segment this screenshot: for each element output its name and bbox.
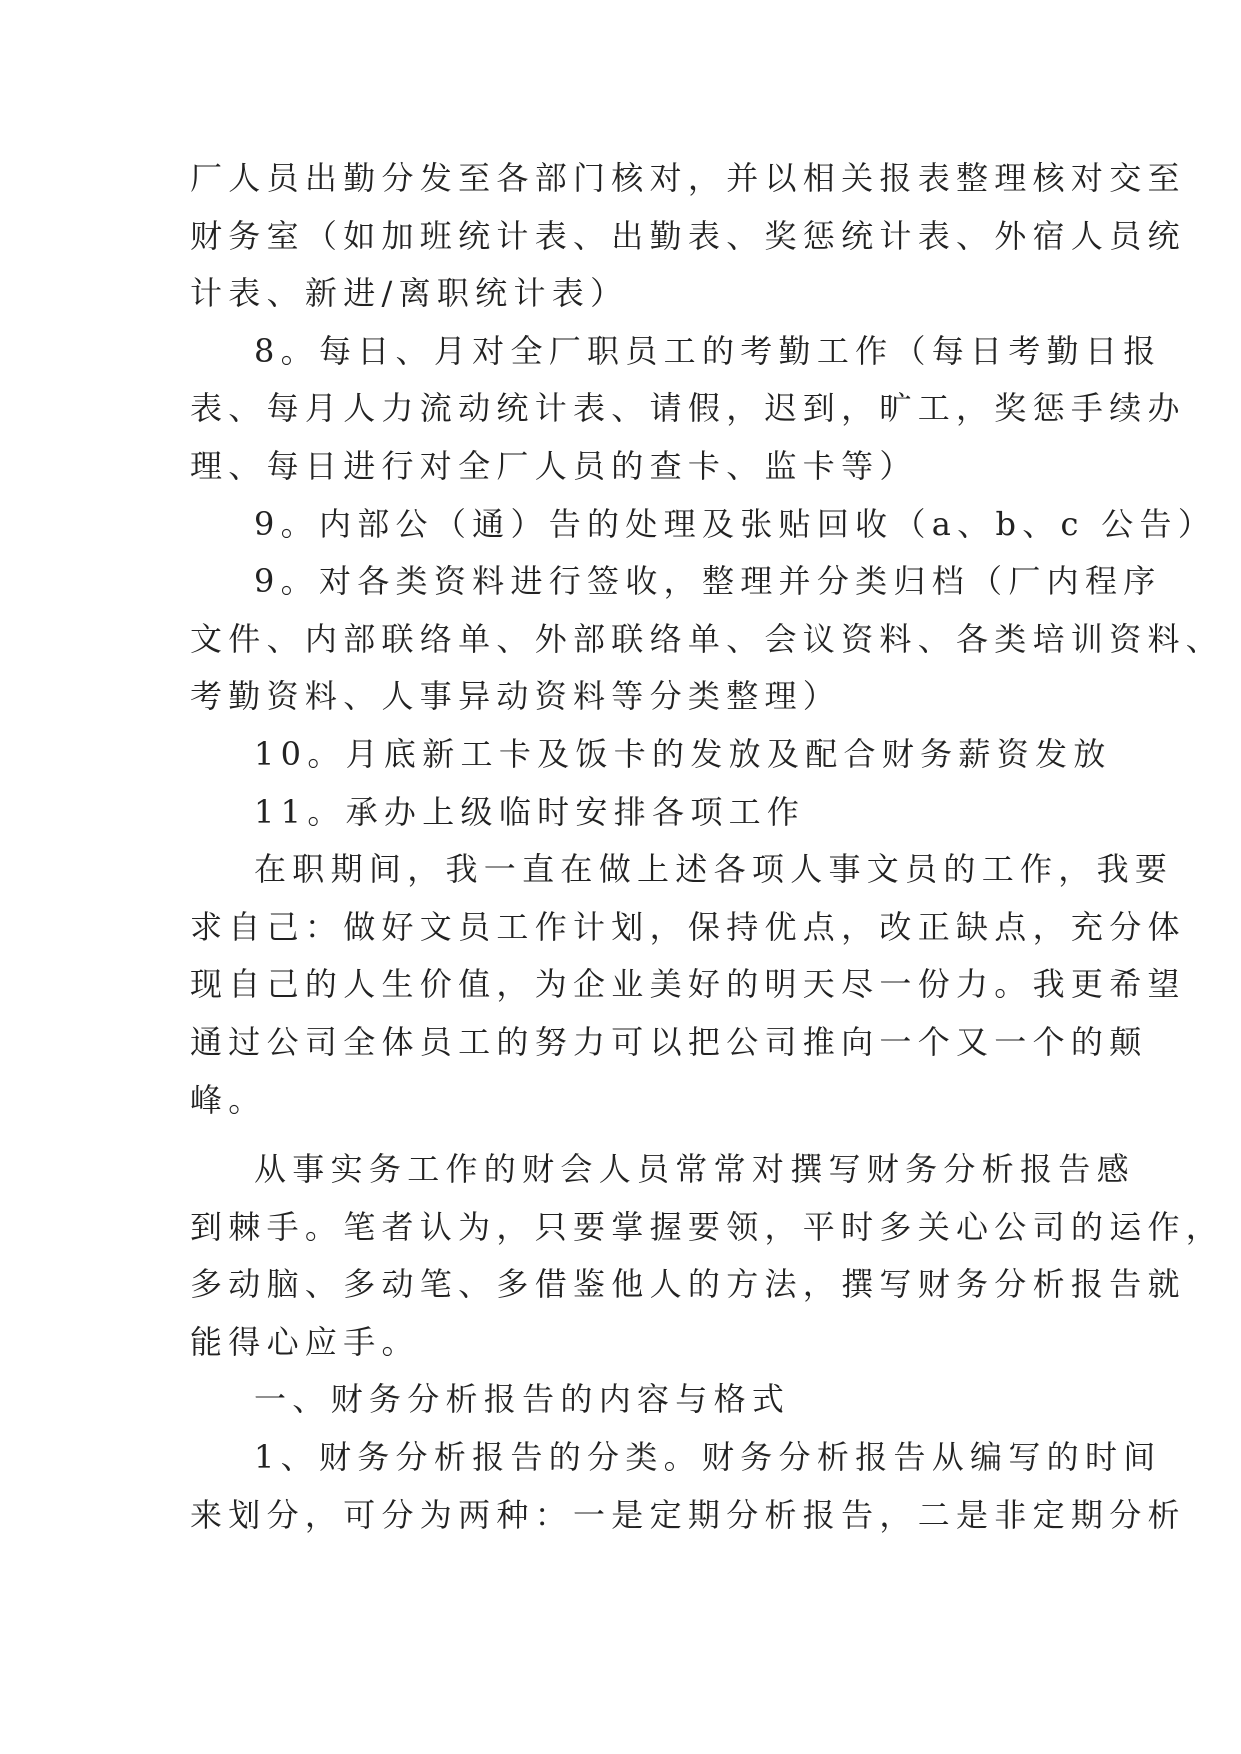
text-line: 峰。 xyxy=(190,1080,267,1119)
text-line: 计表、新进/离职统计表） xyxy=(190,274,629,313)
section-heading: 一、财务分析报告的内容与格式 xyxy=(254,1380,791,1419)
text-line: 财务室（如加班统计表、出勤表、奖惩统计表、外宿人员统 xyxy=(190,216,1186,255)
list-item-line: 8。每日、月对全厂职员工的考勤工作（每日考勤日报 xyxy=(254,331,1162,370)
list-item-line: 9。对各类资料进行签收，整理并分类归档（厂内程序 xyxy=(254,562,1162,601)
text-line: 文件、内部联络单、外部联络单、会议资料、各类培训资料、 xyxy=(190,619,1225,658)
text-line: 厂人员出勤分发至各部门核对，并以相关报表整理核对交至 xyxy=(190,159,1186,197)
text-line: 多动脑、多动笔、多借鉴他人的方法，撰写财务分析报告就 xyxy=(190,1265,1186,1304)
text-line: 通过公司全体员工的努力可以把公司推向一个又一个的颠 xyxy=(190,1022,1148,1061)
text-line: 到棘手。笔者认为，只要掌握要领，平时多关心公司的运作， xyxy=(190,1207,1225,1246)
list-item-line: 11。承办上级临时安排各项工作 xyxy=(254,792,806,831)
paragraph-start: 在职期间，我一直在做上述各项人事文员的工作，我要 xyxy=(254,850,1174,889)
paragraph-start: 1、财务分析报告的分类。财务分析报告从编写的时间 xyxy=(254,1438,1162,1477)
text-line: 能得心应手。 xyxy=(190,1322,420,1361)
paragraph-start: 从事实务工作的财会人员常常对撰写财务分析报告感 xyxy=(254,1150,1135,1189)
text-line: 求自己：做好文员工作计划，保持优点，改正缺点，充分体 xyxy=(190,907,1186,946)
text-line: 表、每月人力流动统计表、请假，迟到，旷工，奖惩手续办 xyxy=(190,389,1186,428)
text-line: 来划分，可分为两种：一是定期分析报告，二是非定期分析 xyxy=(190,1495,1186,1534)
list-item-line: 10。月底新工卡及饭卡的发放及配合财务薪资发放 xyxy=(254,734,1112,773)
text-line: 理、每日进行对全厂人员的查卡、监卡等） xyxy=(190,446,918,485)
text-line: 现自己的人生价值，为企业美好的明天尽一份力。我更希望 xyxy=(190,965,1186,1004)
paragraph-gap xyxy=(190,1129,1050,1141)
text-line: 考勤资料、人事异动资料等分类整理） xyxy=(190,677,842,716)
body-text xyxy=(190,150,1225,1544)
list-item-line: 9。内部公（通）告的处理及张贴回收（a、b、c 公告） xyxy=(254,504,1217,543)
